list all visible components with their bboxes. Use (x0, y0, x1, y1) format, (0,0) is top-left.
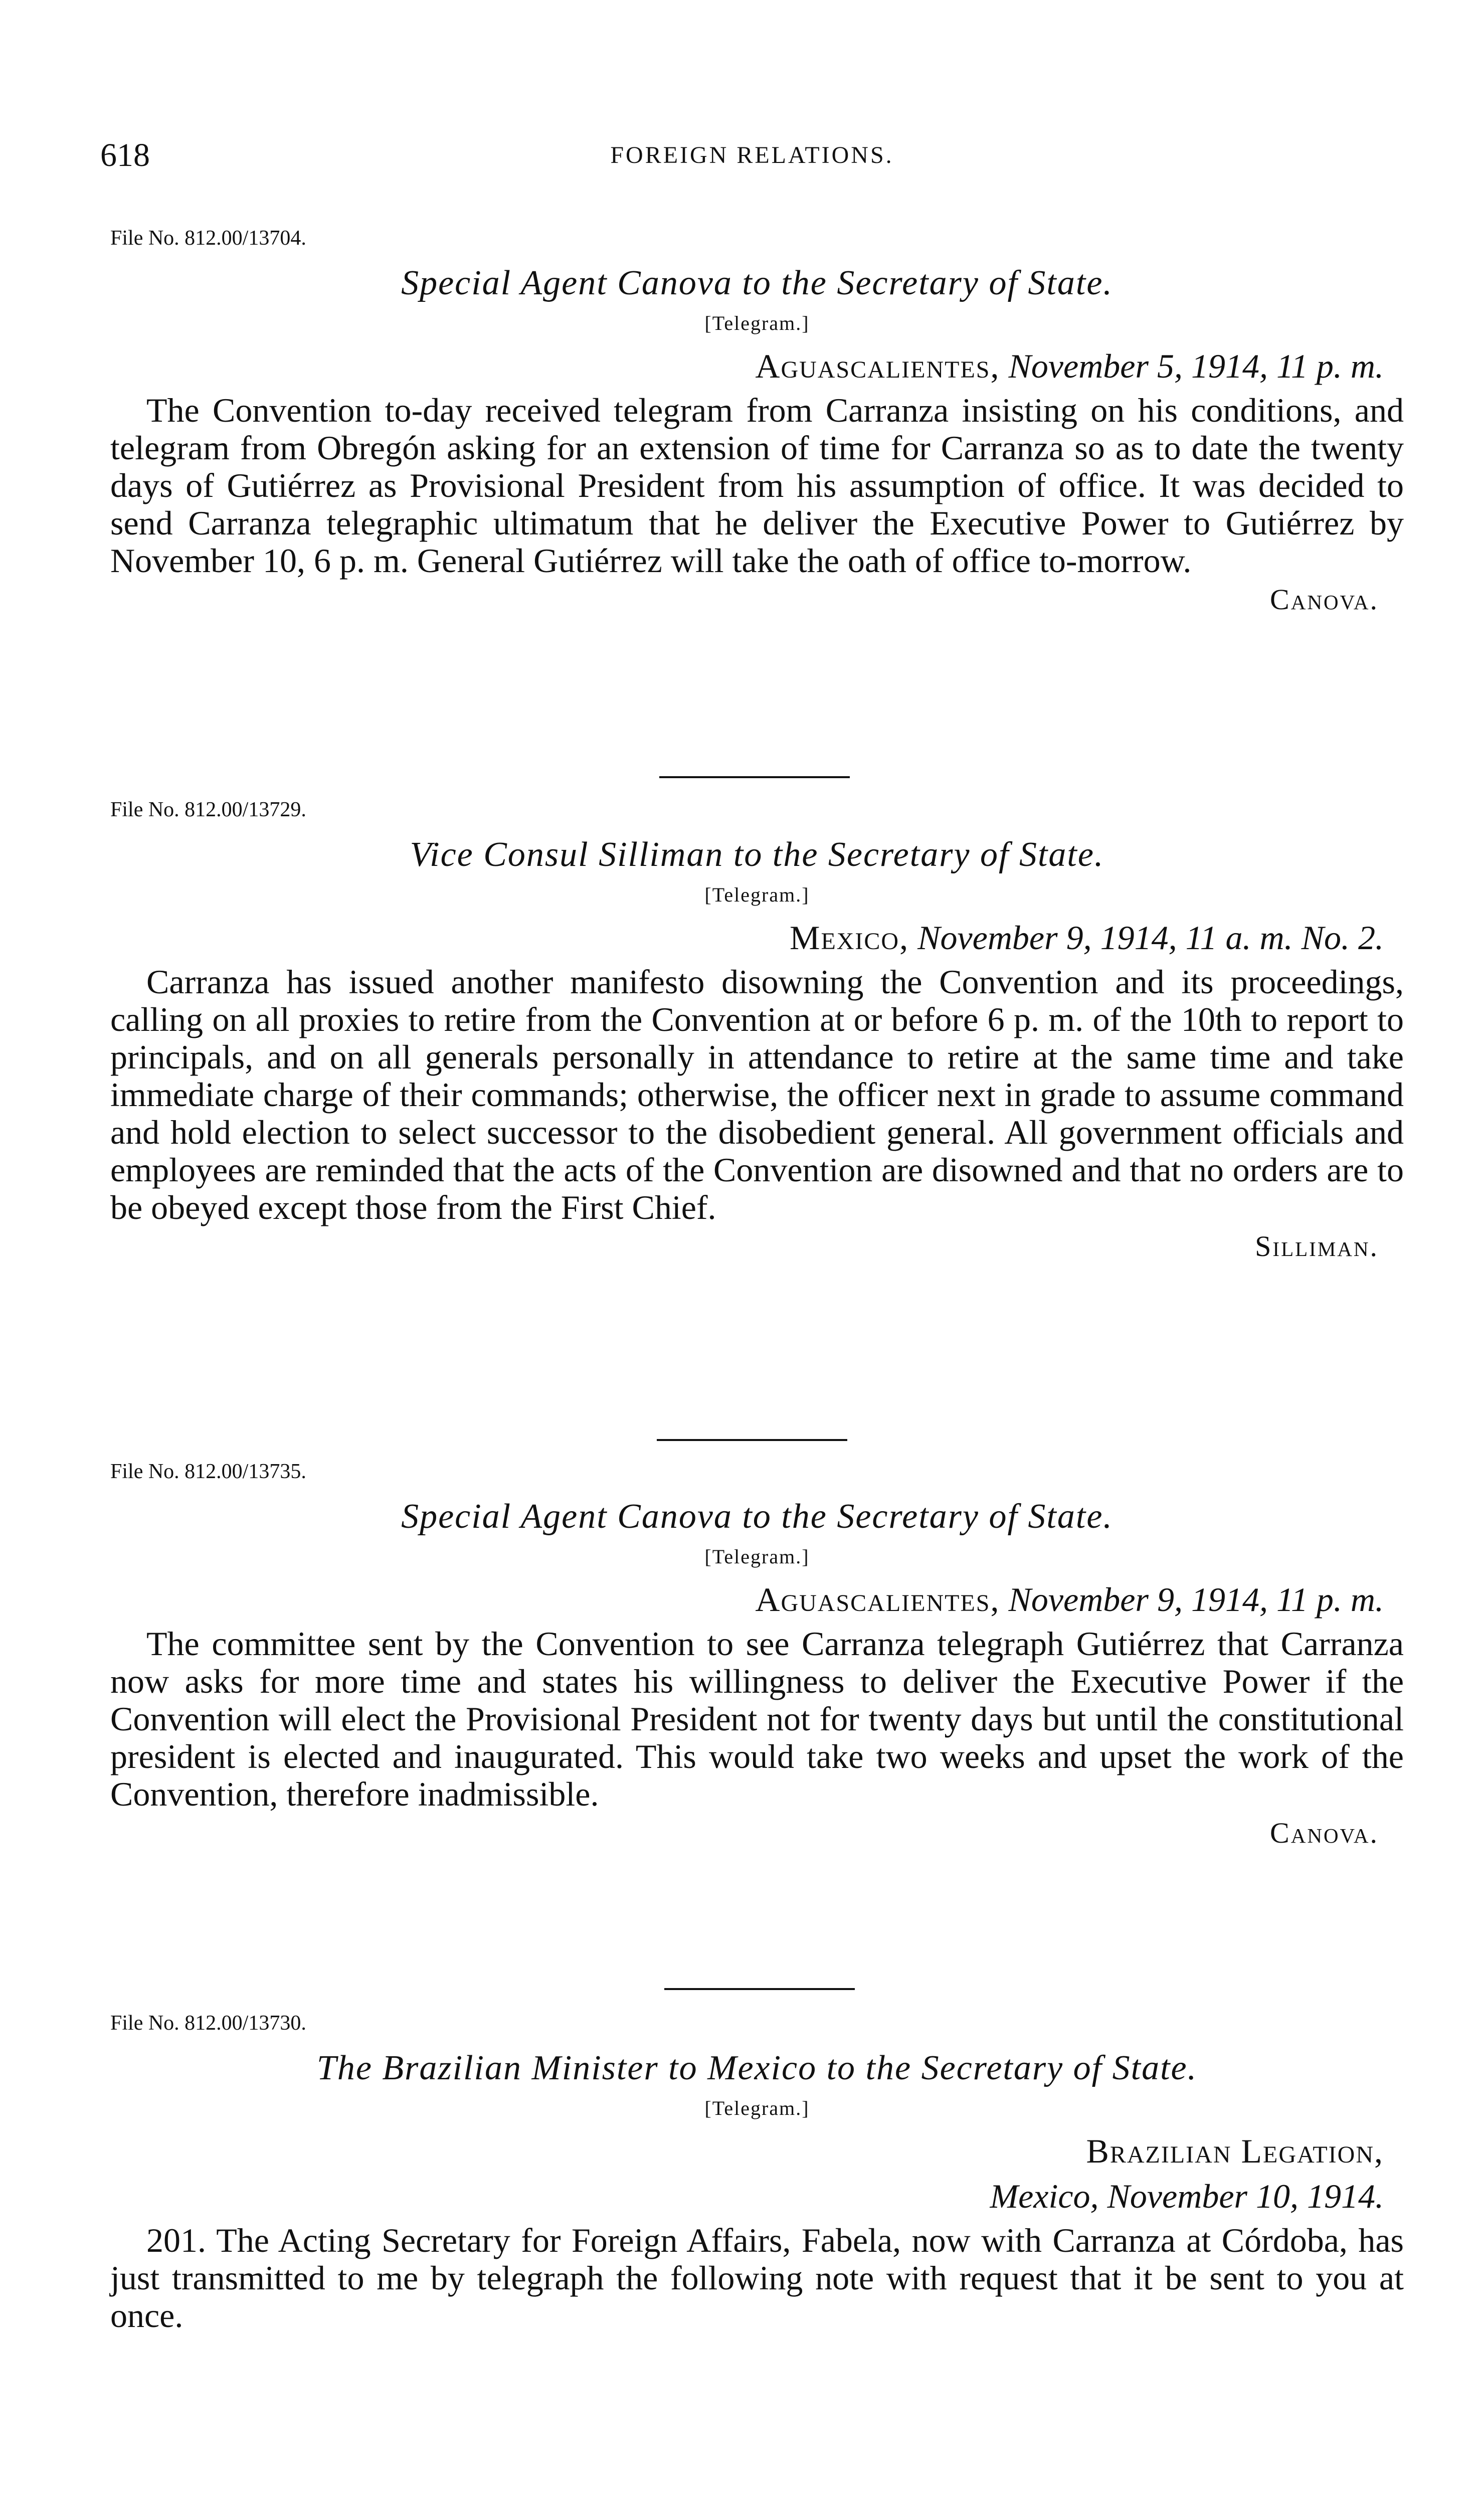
dateline (110, 1577, 1404, 1622)
page-number: 618 (100, 137, 150, 173)
dateline-place: Brazilian Legation, (1086, 2132, 1384, 2170)
section-divider (659, 776, 850, 778)
signature: Silliman. (1255, 1230, 1379, 1263)
signature: Canova. (1270, 583, 1379, 616)
dateline-place: Aguascalientes, (755, 1580, 1000, 1619)
signature: Canova. (1270, 1817, 1379, 1849)
file-number: File No. 812.00/13729. (110, 798, 306, 821)
document-title: Vice Consul Silliman to the Secretary of State. (410, 835, 1104, 874)
document-entry-4 (110, 2008, 1404, 2335)
dateline (110, 915, 1404, 960)
dateline-date: November 9, 1914, 11 a. m. No. 2. (917, 919, 1384, 957)
document-type: [Telegram.] (704, 883, 810, 906)
body-paragraph: The committee sent by the Convention to see Carranza telegraph Gutiérrez that Carranza now asks for more time and states his willingness to deliver the Executive Power if the Convention will elect the Provisional President not for twenty days but until the constitutional president is elected and inaugurated. This would take two weeks and upset the work of the Convention, therefore inadmissible. (110, 1625, 1404, 1813)
document-title: Special Agent Canova to the Secretary of State. (401, 264, 1113, 302)
body-paragraph: 201. The Acting Secretary for Foreign Affairs, Fabela, now with Carranza at Córdoba, has just transmitted to me by telegraph the following note with request that it be sent to you at once. (110, 2221, 1404, 2335)
document-type: [Telegram.] (704, 1545, 810, 1568)
dateline-date: November 5, 1914, 11 p. m. (1008, 347, 1384, 385)
dateline (110, 343, 1404, 389)
document-title: The Brazilian Minister to Mexico to the Secretary of State. (316, 2049, 1198, 2087)
document-entry-1 (110, 223, 1404, 620)
document-title: Special Agent Canova to the Secretary of State. (401, 1497, 1113, 1536)
body-paragraph: The Convention to-day received telegram from Carranza insisting on his conditions, and telegram from Obregón asking for an extension of time for Carranza so as to date the twenty days of Gutiérrez as Provisional President from his assumption of office. It was decided to send Carranza telegraphic ultimatum that he deliver the Executive Power to Gutiérrez by November 10, 6 p. m. General Gutiérrez will take the oath of office to-morrow. (110, 391, 1404, 580)
dateline-place: Aguascalientes, (755, 347, 1000, 385)
body-paragraph: Carranza has issued another manifesto disowning the Convention and its proceedings, calling on all proxies to retire from the Convention at or before 6 p. m. of the 10th to report to principals, and on all generals personally in attendance to retire at the same time and take immediate charge of their commands; otherwise, the officer next in grade to assume command and hold election to select successor to the disobedient general. All government officials and employees are reminded that the acts of the Convention are disowned and that no orders are to be obeyed except those from the First Chief. (110, 963, 1404, 1226)
file-number: File No. 812.00/13735. (110, 1460, 306, 1483)
file-number: File No. 812.00/13704. (110, 227, 306, 250)
dateline-date: Mexico, November 10, 1914. (990, 2177, 1384, 2215)
section-divider (664, 1988, 855, 1990)
running-head: FOREIGN RELATIONS. (610, 142, 894, 168)
dateline (110, 2128, 1404, 2219)
section-divider (657, 1439, 847, 1441)
document-type: [Telegram.] (704, 312, 810, 334)
document-type: [Telegram.] (704, 2097, 810, 2119)
page-header (100, 133, 1404, 178)
dateline-date: November 9, 1914, 11 p. m. (1008, 1580, 1384, 1619)
document-entry-2 (110, 795, 1404, 1267)
dateline-place: Mexico, (789, 919, 909, 957)
document-entry-3 (110, 1457, 1404, 1853)
file-number: File No. 812.00/13730. (110, 2012, 306, 2035)
